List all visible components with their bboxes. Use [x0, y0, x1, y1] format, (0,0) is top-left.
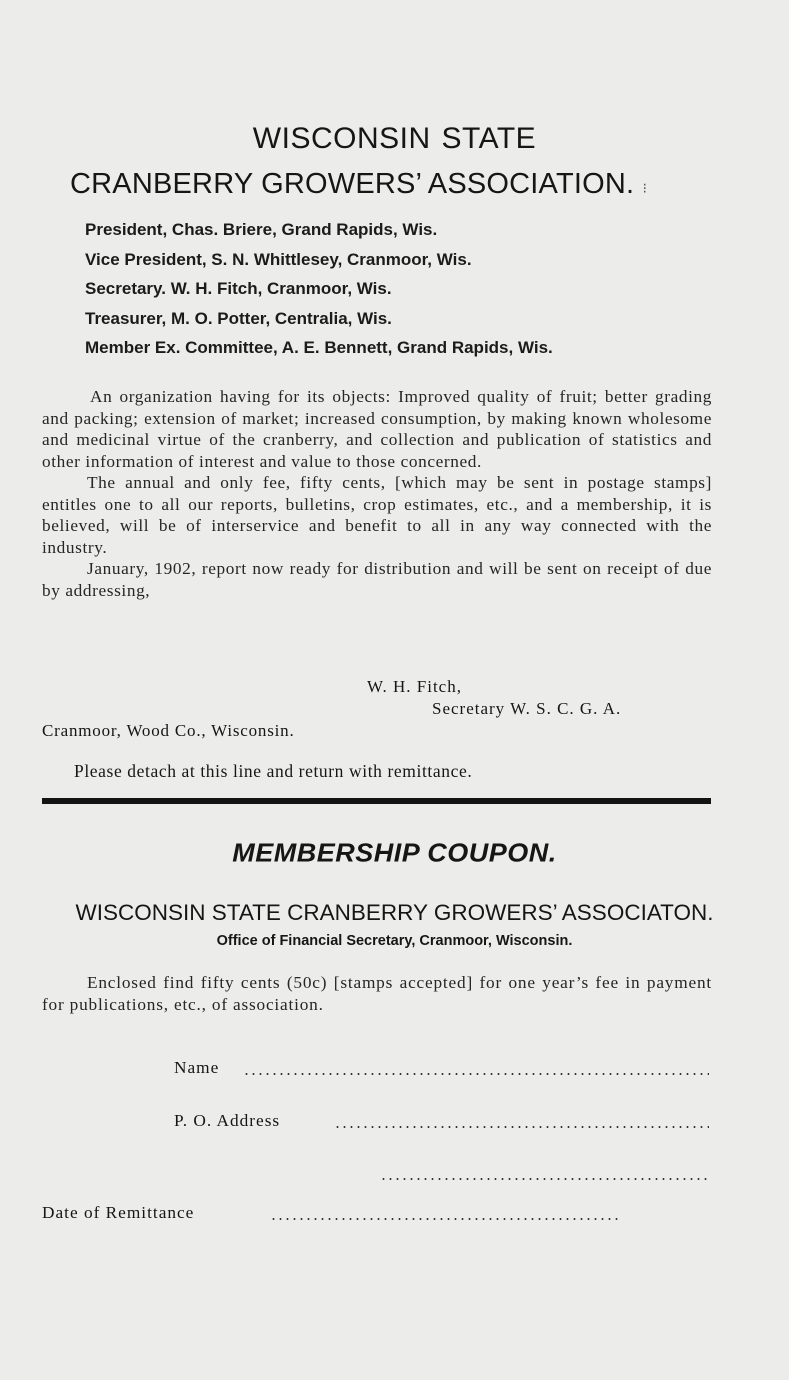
- coupon-enclosed-text: [42, 972, 712, 1015]
- fee-paragraph: The annual and only fee, fifty cents, [which may be sent in postage stamps] entitles one to all our reports, bulletins, crop estimates, etc., and a membership, it is believed, will be of interservice and benefit to all in any way connected with the industry.: [42, 473, 712, 557]
- address-field[interactable]: [334, 1126, 709, 1128]
- name-label: Name: [174, 1058, 220, 1077]
- officers-list: [85, 215, 553, 363]
- remittance-label: Date of Remittance: [42, 1203, 195, 1222]
- officer-vice-president: Vice President, S. N. Whittlesey, Cranmoor, Wis.: [85, 249, 472, 269]
- address-label: P. O. Address: [174, 1111, 281, 1130]
- name-field[interactable]: [243, 1073, 709, 1075]
- place-line: Cranmoor, Wood Co., Wisconsin.: [42, 721, 295, 740]
- detach-rule: [42, 798, 711, 804]
- report-paragraph: January, 1902, report now ready for distribution and will be sent on receipt of due by addressing,: [42, 559, 712, 600]
- address-field-line-2[interactable]: [380, 1178, 709, 1180]
- officer-president: President, Chas. Briere, Grand Rapids, Wis.: [85, 220, 438, 239]
- title-line-2: [70, 168, 647, 201]
- coupon-association: WISCONSIN STATE CRANBERRY GROWERS’ ASSOCIATON.: [75, 900, 714, 925]
- signature-title: Secretary W. S. C. G. A.: [432, 699, 622, 718]
- objects-paragraph: An organization having for its objects: Improved quality of fruit; better grading and packing; extension of market; increased consumption, by making known wholesome and medicinal virtue of the cranberry, and collection and publication of statistics and other information of interest and value to those concerned.: [42, 387, 712, 471]
- enclosed-paragraph: Enclosed find fifty cents (50c) [stamps accepted] for one year’s fee in payment for publications, etc., of association.: [42, 973, 712, 1014]
- title-line-1: WISCONSIN STATE: [252, 122, 537, 155]
- officer-executive-committee: Member Ex. Committee, A. E. Bennett, Grand Rapids, Wis.: [85, 338, 553, 357]
- remittance-date-field[interactable]: [270, 1218, 620, 1220]
- title-line-2-text: CRANBERRY GROWERS’ ASSOCIATION.: [70, 168, 635, 200]
- officer-treasurer: Treasurer, M. O. Potter, Centralia, Wis.: [85, 308, 392, 328]
- association-description: [42, 386, 712, 601]
- officer-secretary: Secretary. W. H. Fitch, Cranmoor, Wis.: [85, 279, 392, 298]
- signature-name: W. H. Fitch,: [367, 677, 462, 696]
- margin-mark-icon: ⁝: [642, 181, 648, 197]
- detach-instruction: Please detach at this line and return with remittance.: [74, 761, 473, 781]
- coupon-title: MEMBERSHIP COUPON.: [232, 838, 557, 868]
- coupon-office: Office of Financial Secretary, Cranmoor, Wisconsin.: [216, 933, 573, 949]
